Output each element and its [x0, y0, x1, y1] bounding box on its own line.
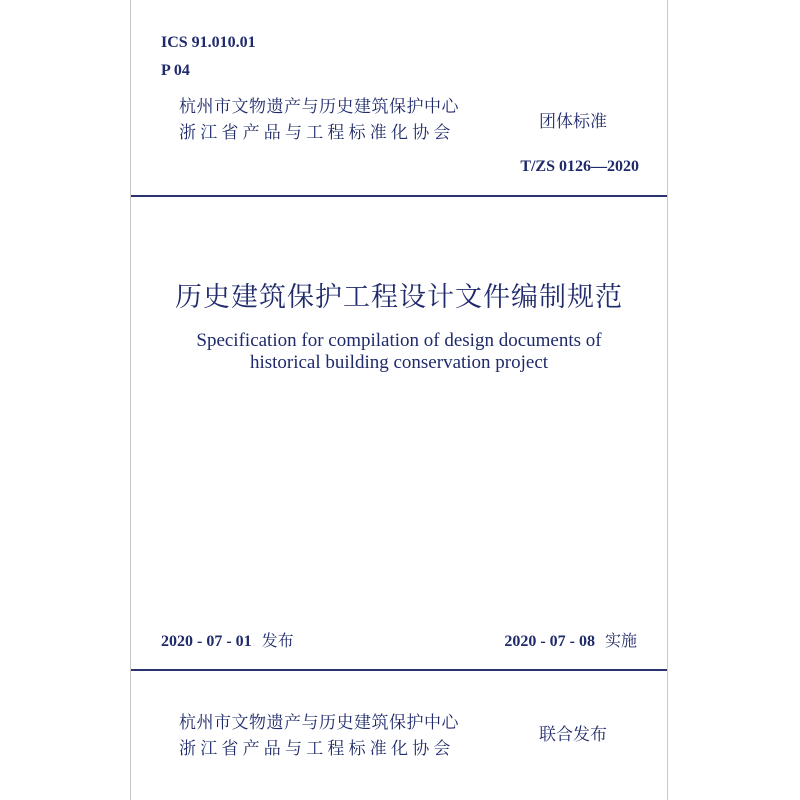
issuer-line-2: 浙江省产品与工程标准化协会: [179, 123, 455, 143]
joint-publish-label: 联合发布: [539, 725, 607, 745]
implement-date: 2020 - 07 - 08: [504, 633, 595, 650]
publish-label: 发布: [261, 631, 294, 650]
issuer-line-1: 杭州市文物遗产与历史建筑保护中心: [179, 97, 459, 117]
publisher-line-1: 杭州市文物遗产与历史建筑保护中心: [179, 713, 459, 733]
title-english-line-2: historical building conservation project: [249, 352, 549, 373]
ics-code: ICS 91.010.01: [161, 34, 256, 51]
implement-label: 实施: [604, 631, 637, 650]
title-english: [131, 330, 667, 374]
publish-date: 2020 - 07 - 01: [161, 633, 252, 650]
standard-number: T/ZS 0126—2020: [520, 158, 639, 175]
implement-info: [504, 628, 637, 651]
title-chinese: 历史建筑保护工程设计文件编制规范: [175, 282, 623, 313]
standard-cover: [130, 0, 668, 800]
bottom-divider: [131, 669, 667, 671]
top-divider: [131, 195, 667, 197]
publish-info: [161, 628, 294, 651]
standard-type: 团体标准: [539, 112, 607, 132]
p-code: P 04: [161, 62, 190, 79]
title-english-line-1: Specification for compilation of design documents of: [196, 330, 602, 351]
publisher-line-2: 浙江省产品与工程标准化协会: [179, 739, 455, 759]
